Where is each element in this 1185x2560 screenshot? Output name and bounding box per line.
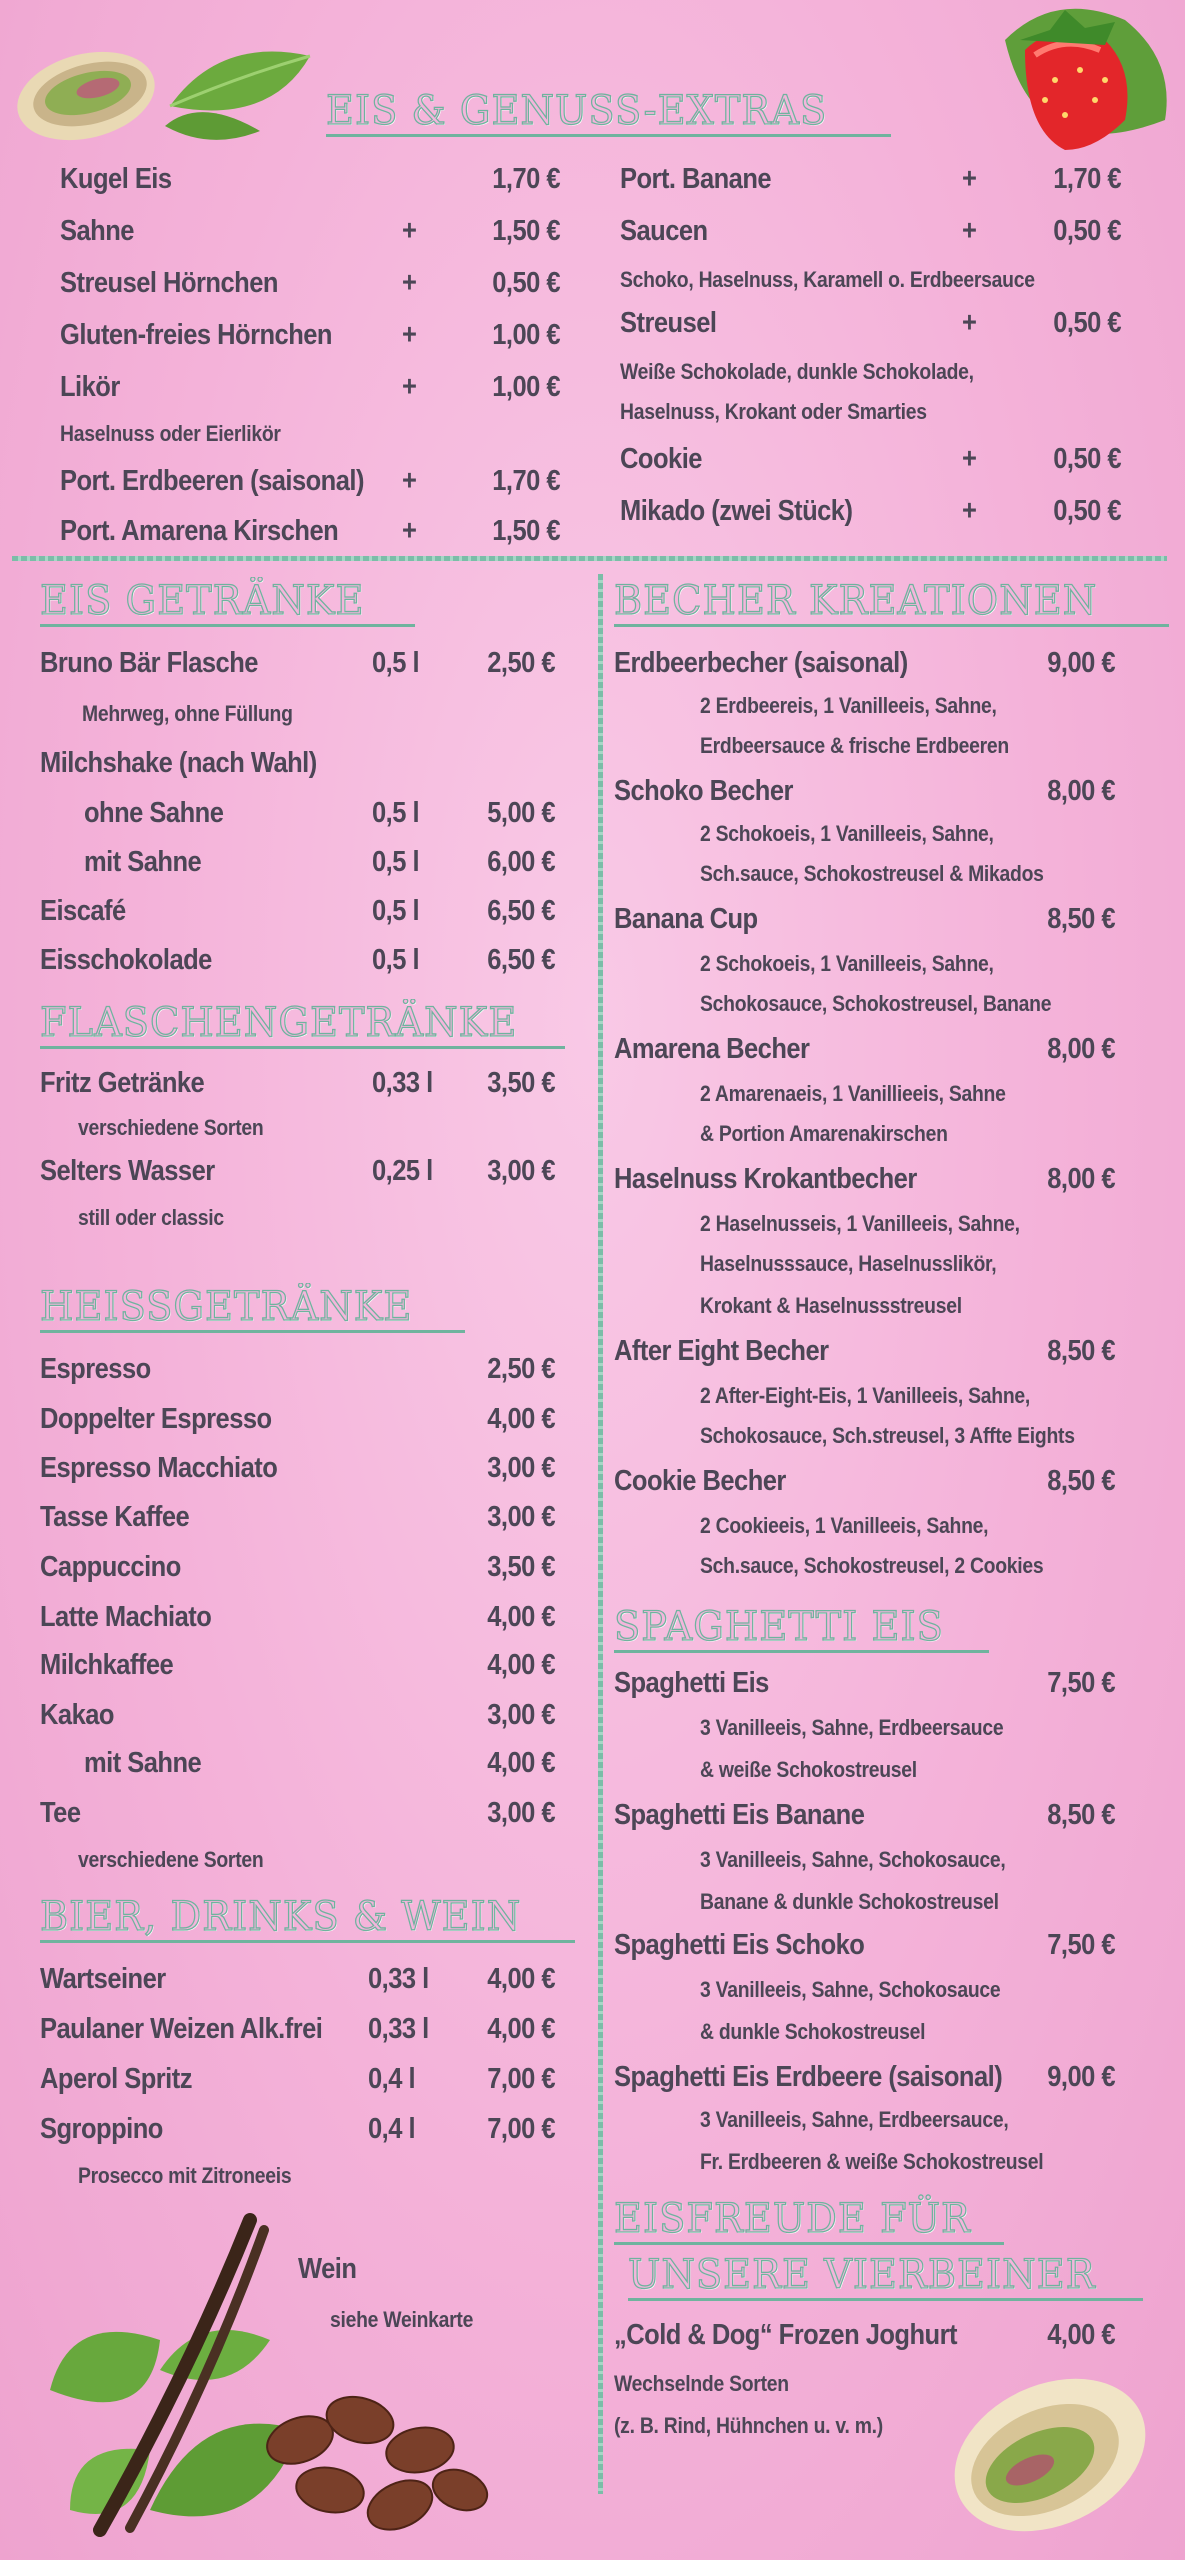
item-description: 2 Schokoeis, 1 Vanilleeis, Sahne, xyxy=(700,821,994,846)
item-note: verschiedene Sorten xyxy=(78,1847,264,1872)
mint-leaves-icon xyxy=(160,36,320,146)
item-description: & Portion Amarenakirschen xyxy=(700,1121,948,1146)
item-name: Erdbeerbecher (saisonal) xyxy=(614,647,908,679)
item-price: 7,00 € xyxy=(487,2063,555,2095)
item-plus: + xyxy=(962,215,977,247)
item-name: Streusel Hörnchen xyxy=(60,267,278,299)
item-description: 3 Vanilleeis, Sahne, Schokosauce, xyxy=(700,1847,1006,1872)
item-description: Sch.sauce, Schokostreusel & Mikados xyxy=(700,861,1044,886)
item-price: 3,00 € xyxy=(487,1155,555,1187)
item-description: 2 Erdbeereis, 1 Vanilleeis, Sahne, xyxy=(700,693,997,718)
item-price: 9,00 € xyxy=(1047,647,1115,679)
item-name: Port. Amarena Kirschen xyxy=(60,515,339,547)
item-price: 4,00 € xyxy=(487,1403,555,1435)
item-note: verschiedene Sorten xyxy=(78,1115,264,1140)
strawberry-icon xyxy=(975,0,1185,165)
heading-underline xyxy=(614,1650,989,1653)
wein-label: Wein xyxy=(298,2253,357,2285)
item-name: Spaghetti Eis xyxy=(614,1667,769,1699)
item-description: Erdbeersauce & frische Erdbeeren xyxy=(700,733,1009,758)
wein-note: siehe Weinkarte xyxy=(330,2307,474,2332)
item-description: Sch.sauce, Schokostreusel, 2 Cookies xyxy=(700,1553,1044,1578)
item-price: 2,50 € xyxy=(487,1353,555,1385)
item-size: 0,25 l xyxy=(372,1155,433,1187)
item-size: 0,5 l xyxy=(372,797,420,829)
item-note: Prosecco mit Zitroneeis xyxy=(78,2163,292,2188)
item-name: Aperol Spritz xyxy=(40,2063,192,2095)
item-price: 7,50 € xyxy=(1047,1929,1115,1961)
item-price: 1,70 € xyxy=(1053,163,1121,195)
item-name: Sgroppino xyxy=(40,2113,163,2145)
item-price: 1,50 € xyxy=(492,215,560,247)
item-price: 4,00 € xyxy=(487,1963,555,1995)
heading-extras: EIS & GENUSS-EXTRAS xyxy=(326,88,828,134)
item-name: Haselnuss Krokantbecher xyxy=(614,1163,917,1195)
item-name: Kugel Eis xyxy=(60,163,172,195)
item-name: After Eight Becher xyxy=(614,1335,829,1367)
heading-flaschen: FLASCHENGETRÄNKE xyxy=(40,1000,518,1046)
item-description: 2 Schokoeis, 1 Vanilleeis, Sahne, xyxy=(700,951,994,976)
item-name: mit Sahne xyxy=(84,1747,202,1779)
item-price: 0,50 € xyxy=(492,267,560,299)
heading-underline xyxy=(40,1046,565,1049)
item-name: Eiscafé xyxy=(40,895,126,927)
item-name: Spaghetti Eis Schoko xyxy=(614,1929,865,1961)
item-name: Gluten-freies Hörnchen xyxy=(60,319,332,351)
item-note: Schoko, Haselnuss, Karamell o. Erdbeersauce xyxy=(620,267,1035,292)
item-name: Banana Cup xyxy=(614,903,758,935)
item-description: (z. B. Rind, Hühnchen u. v. m.) xyxy=(614,2413,883,2438)
item-price: 0,50 € xyxy=(1053,443,1121,475)
item-price: 3,00 € xyxy=(487,1501,555,1533)
item-price: 5,00 € xyxy=(487,797,555,829)
item-price: 3,00 € xyxy=(487,1699,555,1731)
item-description: Haselnusssauce, Haselnusslikör, xyxy=(700,1251,997,1276)
item-note: Weiße Schokolade, dunkle Schokolade, xyxy=(620,359,974,384)
pistachio-icon xyxy=(8,38,178,148)
item-description: 3 Vanilleeis, Sahne, Erdbeersauce xyxy=(700,1715,1004,1740)
item-description: Fr. Erdbeeren & weiße Schokostreusel xyxy=(700,2149,1044,2174)
item-price: 1,70 € xyxy=(492,163,560,195)
item-name: Spaghetti Eis Erdbeere (saisonal) xyxy=(614,2061,1003,2093)
cocoa-beans-icon xyxy=(240,2360,500,2540)
item-description: Schokosauce, Sch.streusel, 3 Affte Eights xyxy=(700,1423,1075,1448)
heading-spaghetti: SPAGHETTI EIS xyxy=(614,1604,944,1650)
item-price: 9,00 € xyxy=(1047,2061,1115,2093)
item-price: 4,00 € xyxy=(487,2013,555,2045)
heading-heiss: HEISSGETRÄNKE xyxy=(40,1284,413,1330)
item-price: 4,00 € xyxy=(487,1601,555,1633)
heading-underline xyxy=(40,624,415,627)
item-price: 6,50 € xyxy=(487,895,555,927)
item-name: ohne Sahne xyxy=(84,797,224,829)
item-price: 4,00 € xyxy=(1047,2319,1115,2351)
item-name: Paulaner Weizen Alk.frei xyxy=(40,2013,323,2045)
item-description: 3 Vanilleeis, Sahne, Erdbeersauce, xyxy=(700,2107,1009,2132)
item-size: 0,33 l xyxy=(368,1963,429,1995)
item-description: 3 Vanilleeis, Sahne, Schokosauce xyxy=(700,1977,1001,2002)
heading-underline xyxy=(326,134,891,137)
item-price: 3,00 € xyxy=(487,1797,555,1829)
item-size: 0,4 l xyxy=(368,2063,416,2095)
item-price: 8,00 € xyxy=(1047,1033,1115,1065)
item-name: Cookie xyxy=(620,443,702,475)
item-price: 6,00 € xyxy=(487,846,555,878)
item-size: 0,33 l xyxy=(372,1067,433,1099)
item-name: Spaghetti Eis Banane xyxy=(614,1799,865,1831)
item-name: Sahne xyxy=(60,215,134,247)
heading-underline xyxy=(614,2242,1004,2245)
item-note: Haselnuss oder Eierlikör xyxy=(60,421,281,446)
item-price: 0,50 € xyxy=(1053,495,1121,527)
item-description: 2 After-Eight-Eis, 1 Vanilleeis, Sahne, xyxy=(700,1383,1031,1408)
item-name: Port. Banane xyxy=(620,163,772,195)
item-description: Krokant & Haselnussstreusel xyxy=(700,1293,962,1318)
item-name: Espresso Macchiato xyxy=(40,1452,278,1484)
heading-bier: BIER, DRINKS & WEIN xyxy=(40,1894,522,1940)
item-description: 2 Haselnusseis, 1 Vanilleeis, Sahne, xyxy=(700,1211,1020,1236)
item-plus: + xyxy=(402,267,417,299)
item-name: Port. Erdbeeren (saisonal) xyxy=(60,465,364,497)
item-note: Haselnuss, Krokant oder Smarties xyxy=(620,399,927,424)
item-name: Wartseiner xyxy=(40,1963,166,1995)
item-plus: + xyxy=(402,215,417,247)
heading-underline xyxy=(628,2298,1143,2301)
item-price: 8,50 € xyxy=(1047,1335,1115,1367)
item-price: 8,50 € xyxy=(1047,1465,1115,1497)
horizontal-divider xyxy=(12,556,1167,561)
heading-underline xyxy=(614,624,1169,627)
item-plus: + xyxy=(402,465,417,497)
item-price: 1,00 € xyxy=(492,319,560,351)
item-name: Fritz Getränke xyxy=(40,1067,205,1099)
item-description: Schokosauce, Schokostreusel, Banane xyxy=(700,991,1052,1016)
item-name: Cappuccino xyxy=(40,1551,181,1583)
item-price: 7,00 € xyxy=(487,2113,555,2145)
item-size: 0,5 l xyxy=(372,944,420,976)
item-price: 8,00 € xyxy=(1047,1163,1115,1195)
item-price: 1,50 € xyxy=(492,515,560,547)
item-name: Schoko Becher xyxy=(614,775,793,807)
item-plus: + xyxy=(962,443,977,475)
item-price: 0,50 € xyxy=(1053,215,1121,247)
item-price: 4,00 € xyxy=(487,1649,555,1681)
item-name: Likör xyxy=(60,371,120,403)
item-name: Kakao xyxy=(40,1699,114,1731)
vertical-divider xyxy=(598,574,603,2494)
item-description: & dunkle Schokostreusel xyxy=(700,2019,926,2044)
item-description: & weiße Schokostreusel xyxy=(700,1757,917,1782)
item-name: Mikado (zwei Stück) xyxy=(620,495,853,527)
item-name: Selters Wasser xyxy=(40,1155,215,1187)
item-size: 0,4 l xyxy=(368,2113,416,2145)
item-name: Doppelter Espresso xyxy=(40,1403,272,1435)
item-plus: + xyxy=(402,515,417,547)
item-price: 8,00 € xyxy=(1047,775,1115,807)
item-size: 0,5 l xyxy=(372,647,420,679)
item-price: 6,50 € xyxy=(487,944,555,976)
item-price: 1,70 € xyxy=(492,465,560,497)
item-plus: + xyxy=(962,163,977,195)
item-price: 3,50 € xyxy=(487,1551,555,1583)
item-price: 8,50 € xyxy=(1047,1799,1115,1831)
item-note: still oder classic xyxy=(78,1205,224,1230)
item-price: 1,00 € xyxy=(492,371,560,403)
heading-underline xyxy=(40,1330,465,1333)
item-plus: + xyxy=(402,371,417,403)
item-name: Milchkaffee xyxy=(40,1649,174,1681)
item-description: 2 Amarenaeis, 1 Vanillieeis, Sahne xyxy=(700,1081,1006,1106)
item-name: Saucen xyxy=(620,215,708,247)
item-price: 7,50 € xyxy=(1047,1667,1115,1699)
heading-becher: BECHER KREATIONEN xyxy=(614,578,1098,624)
item-description: 2 Cookieeis, 1 Vanilleeis, Sahne, xyxy=(700,1513,989,1538)
item-name: mit Sahne xyxy=(84,846,202,878)
item-price: 3,00 € xyxy=(487,1452,555,1484)
item-plus: + xyxy=(962,495,977,527)
item-size: 0,33 l xyxy=(368,2013,429,2045)
item-name: Espresso xyxy=(40,1353,151,1385)
item-name: Eisschokolade xyxy=(40,944,212,976)
item-price: 8,50 € xyxy=(1047,903,1115,935)
item-plus: + xyxy=(962,307,977,339)
item-name: Latte Machiato xyxy=(40,1601,212,1633)
item-size: 0,5 l xyxy=(372,846,420,878)
heading-underline xyxy=(40,1940,575,1943)
item-name: Tee xyxy=(40,1797,81,1829)
item-description: Banane & dunkle Schokostreusel xyxy=(700,1889,999,1914)
item-name: „Cold & Dog“ Frozen Joghurt xyxy=(614,2319,957,2351)
item-price: 3,50 € xyxy=(487,1067,555,1099)
heading-eis-getraenke: EIS GETRÄNKE xyxy=(40,578,365,624)
item-name: Bruno Bär Flasche xyxy=(40,647,258,679)
item-size: 0,5 l xyxy=(372,895,420,927)
item-plus: + xyxy=(402,319,417,351)
heading-vierbeiner-line2: UNSERE VIERBEINER xyxy=(628,2252,1096,2298)
item-price: 0,50 € xyxy=(1053,307,1121,339)
item-name: Streusel xyxy=(620,307,717,339)
item-price: 4,00 € xyxy=(487,1747,555,1779)
item-description: Wechselnde Sorten xyxy=(614,2371,789,2396)
item-name: Cookie Becher xyxy=(614,1465,786,1497)
heading-vierbeiner-line1: EISFREUDE FÜR xyxy=(614,2196,971,2242)
item-name: Tasse Kaffee xyxy=(40,1501,190,1533)
item-note: Mehrweg, ohne Füllung xyxy=(82,701,293,726)
item-name: Amarena Becher xyxy=(614,1033,810,1065)
item-price: 2,50 € xyxy=(487,647,555,679)
pistachio-icon xyxy=(935,2360,1165,2540)
item-name: Milchshake (nach Wahl) xyxy=(40,747,317,779)
